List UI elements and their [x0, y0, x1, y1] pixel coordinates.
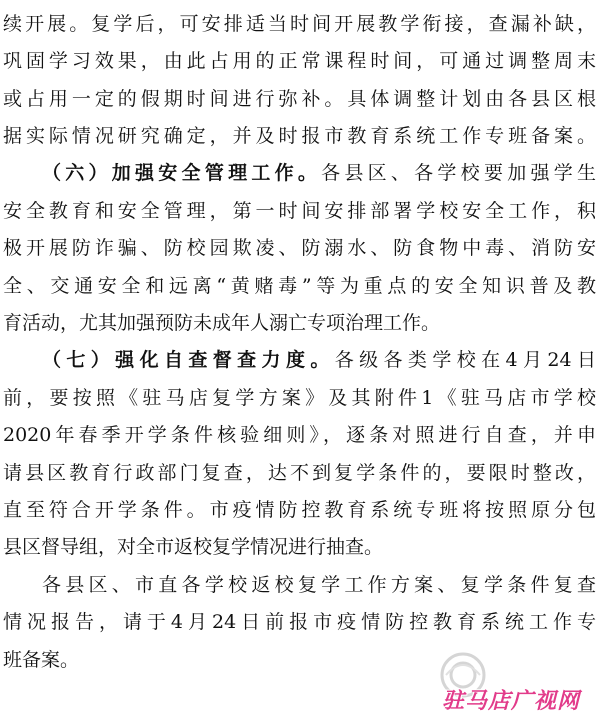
paragraph-line: 情况报告，请于4月24日前报市疫情防控教育系统工作专 — [3, 611, 596, 633]
watermark — [428, 656, 598, 726]
paragraph-line: 全、交通安全和远离“黄赌毒”等为重点的安全知识普及教 — [3, 275, 596, 297]
paragraph-line: 据实际情况研究确定，并及时报市教育系统工作专班备案。 — [3, 125, 596, 147]
paragraph-line: 各县区、市直各学校返校复学工作方案、复学条件复查 — [42, 574, 596, 596]
watermark-text: 驻马店广视网 — [442, 689, 581, 714]
paragraph-line: 前，要按照《驻马店复学方案》及其附件1《驻马店市学校 — [3, 387, 596, 409]
paragraph-line: 县区督导组，对全市返校复学情况进行抽查。 — [3, 536, 384, 558]
paragraph-line: 极开展防诈骗、防校园欺凌、防溺水、防食物中毒、消防安 — [3, 237, 596, 259]
paragraph-line: 2020年春季开学条件核验细则》，逐条对照进行自查，并申 — [3, 424, 596, 446]
section-7-heading: （七）强化自查督查力度。 — [42, 349, 335, 371]
section-6-first-line — [0, 158, 602, 188]
paragraph-line: 班备案。 — [3, 649, 80, 671]
section-6-heading: （六）加强安全管理工作。 — [42, 162, 322, 184]
section-7-first-line — [0, 345, 602, 375]
paragraph-line: 或占用一定的假期时间进行弥补。具体调整计划由各县区根 — [3, 88, 596, 110]
paragraph-line: 安全教育和安全管理，第一时间安排部署学校安全工作，积 — [3, 200, 596, 222]
paragraph-line: 育活动，尤其加强预防未成年人溺亡专项治理工作。 — [3, 312, 441, 334]
paragraph-line: 直至符合开学条件。市疫情防控教育系统专班将按照原分包 — [3, 499, 596, 521]
section-7-text: 各级各类学校在4月24日 — [334, 349, 596, 371]
paragraph-line: 巩固学习效果，由此占用的正常课程时间，可通过调整周末 — [3, 50, 596, 72]
paragraph-line: 请县区教育行政部门复查，达不到复学条件的，要限时整改， — [3, 462, 596, 484]
section-6-text: 各县区、各学校要加强学生 — [321, 162, 596, 184]
paragraph-line: 续开展。复学后，可安排适当时间开展教学衔接，查漏补缺， — [3, 13, 596, 35]
